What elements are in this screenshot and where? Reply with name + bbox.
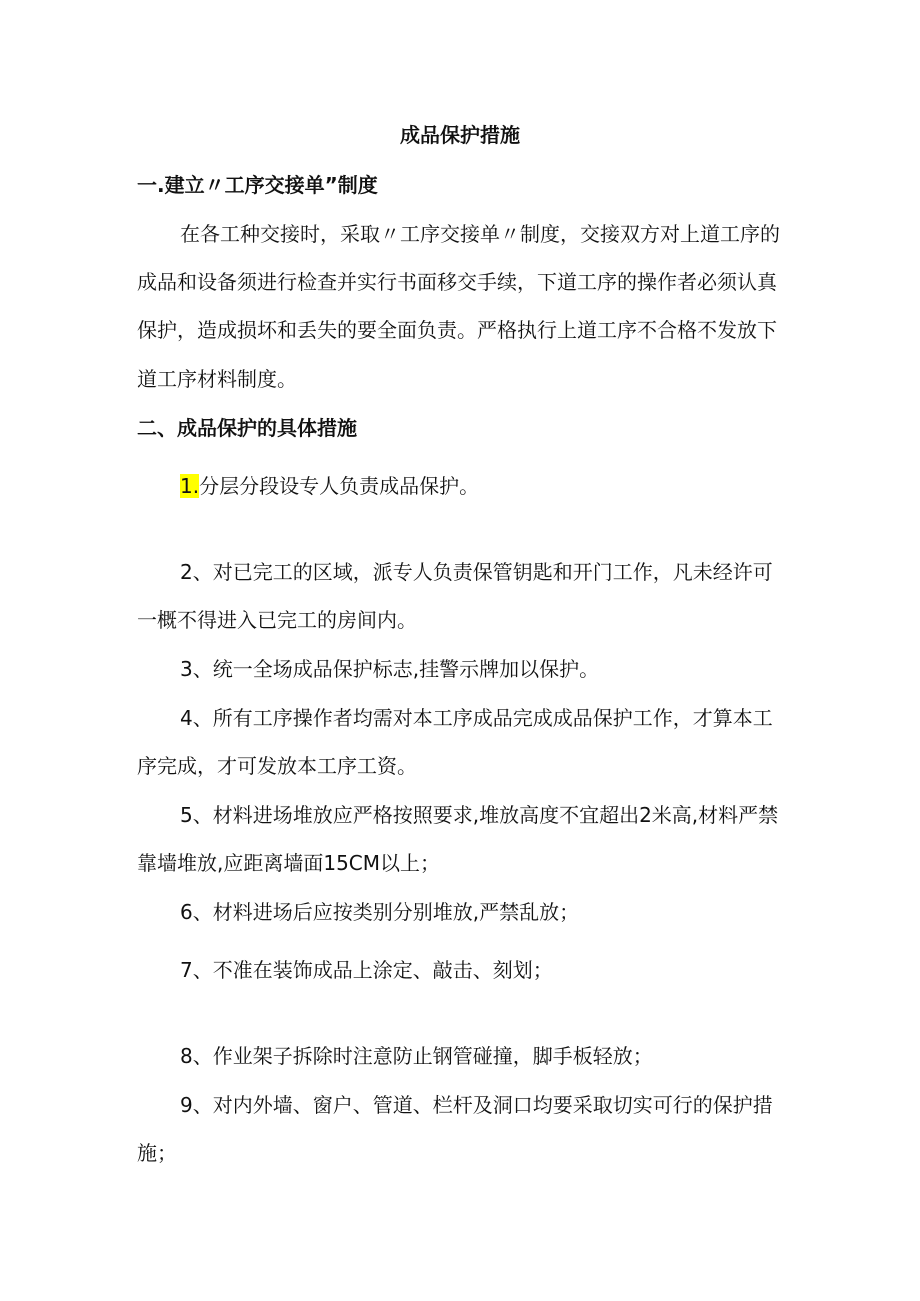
item-8: 8、作业架子拆除时注意防止钢管碰撞，脚手板轻放； [180,1044,653,1068]
item-4-line-2: 序完成，才可发放本工序工资。 [137,754,417,778]
section-1-line-3: 保护，造成损坏和丢失的要全面负责。严格执行上道工序不合格不发放下 [137,318,777,342]
section-1-line-1: 在各工种交接时，采取〃工序交接单〃制度，交接双方对上道工序的 [180,222,780,246]
item-1 [180,472,479,500]
section-1-line-2: 成品和设备须进行检查并实行书面移交手续，下道工序的操作者必须认真 [137,270,777,294]
item-1-text: 分层分段设专人负责成品保护。 [199,474,480,498]
section-1-line-4: 道工序材料制度。 [137,367,297,391]
item-4-line-1: 4、所有工序操作者均需对本工序成品完成成品保护工作，才算本工 [180,706,773,730]
item-7: 7、不准在装饰成品上涂定、敲击、刻划； [180,958,553,982]
document-title: 成品保护措施 [400,123,520,147]
item-5-line-2: 靠墙堆放,应距离墙面15CM以上； [137,851,441,875]
item-3: 3、统一全场成品保护标志,挂警示牌加以保护。 [180,657,600,681]
item-2-line-1: 2、对已完工的区域，派专人负责保管钥匙和开门工作，凡未经许可 [180,560,773,584]
item-5-line-1: 5、材料进场堆放应严格按照要求,堆放高度不宜超出2米高,材料严禁 [180,803,779,827]
item-1-number-highlight: 1. [180,474,200,498]
section-2-heading: 二、成品保护的具体措施 [137,416,357,440]
item-6: 6、材料进场后应按类别分别堆放,严禁乱放； [180,900,580,924]
item-9-line-2: 施； [137,1141,177,1165]
item-2-line-2: 一概不得进入已完工的房间内。 [137,608,417,632]
item-9-line-1: 9、对内外墙、窗户、管道、栏杆及洞口均要采取切实可行的保护措 [180,1093,773,1117]
section-1-heading: 一.建立〃工序交接单”制度 [137,173,378,197]
